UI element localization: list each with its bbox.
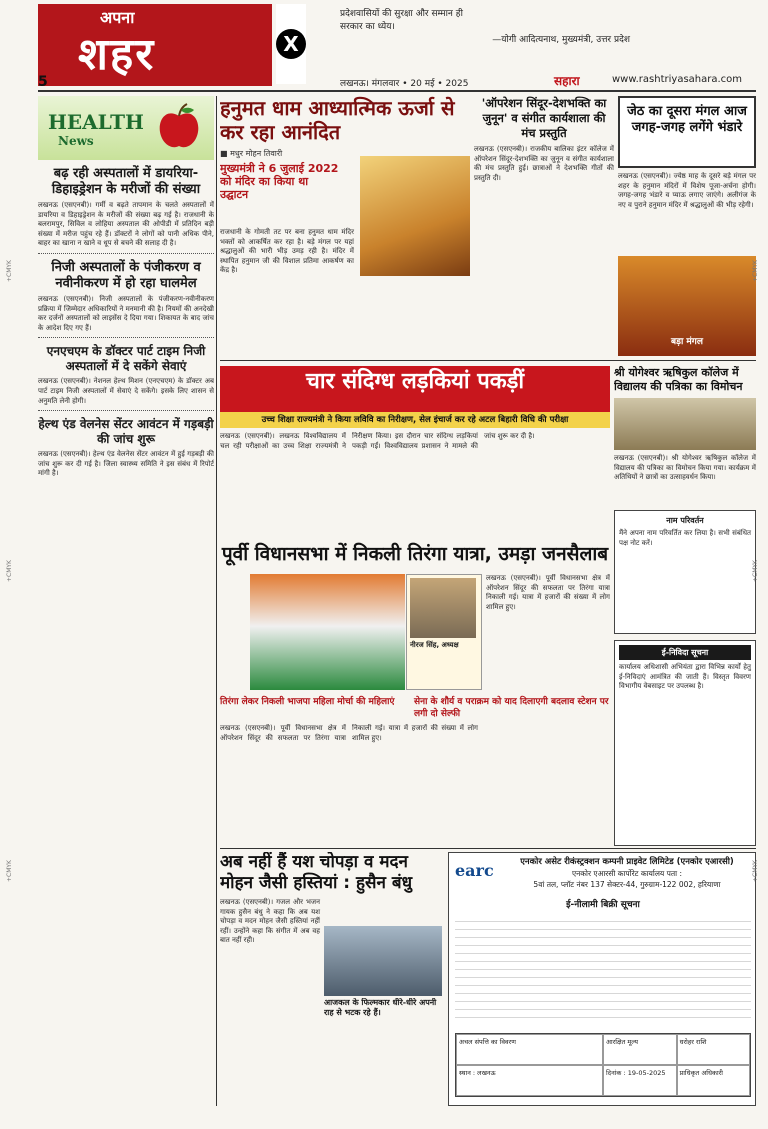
masthead xyxy=(38,4,272,86)
poorvi-body: लखनऊ (एसएनबी)। पूर्वी विधानसभा क्षेत्र में ऑपरेशन सिंदूर की सफलता पर तिरंगा यात्रा निकाली गई। यात्रा में हजारों की संख्या में लोग शामिल हुए। xyxy=(486,574,610,611)
divider xyxy=(38,410,214,411)
husain-photo xyxy=(324,926,442,996)
earc-title-text: एनकोर असेट रीकंस्ट्रक्शन कम्पनी प्राइवेट लिमिटेड (एनकोर एआरसी) xyxy=(520,857,734,867)
divider xyxy=(38,337,214,338)
hanuman-headline: हनुमत धाम आध्यात्मिक ऊर्जा से कर रहा आनंदित xyxy=(220,96,455,144)
cmyk-mark: +CMYK xyxy=(6,860,13,882)
column-rule xyxy=(216,96,217,1106)
poorvi-quote-box xyxy=(406,574,482,690)
cmyk-mark: +CMYK xyxy=(752,860,759,882)
earc-sub: एनकोर एआरसी कार्पोरेट कार्यालय पता : xyxy=(571,869,683,878)
hanuman-body: राजधानी के गोमती तट पर बना हनुमत धाम मंदिर भक्तों को आकर्षित कर रहा है। बड़े मंगल पर यहां श्रद्धालुओं की भारी भीड़ उमड़ रही है। मंदिर में स्थापित हनुमान जी की विशाल प्रतिमा आकर्षण का केंद्र है। xyxy=(220,228,354,275)
quote-portrait xyxy=(410,578,476,638)
poorvi-left xyxy=(220,574,248,690)
classifieds-title: नाम परिवर्तन xyxy=(666,516,704,525)
poorvi-subhead-2: सेना के शौर्य व पराक्रम को याद दिलाएगी बदलाव स्टेशन पर लगी दो सेल्फी xyxy=(414,697,609,719)
health-headline-3: एनएचएम के डॉक्टर पार्ट टाइम निजी अस्पतालों में दे सकेंगे सेवाएं xyxy=(46,344,206,374)
bada-mangal-label: बड़ा मंगल xyxy=(671,337,703,347)
health-headline-1: बढ़ रही अस्पतालों में डायरिया-डिहाइड्रेशन के मरीजों की संख्या xyxy=(51,166,201,197)
cmyk-mark: +CMYK xyxy=(6,260,13,282)
classifieds-box xyxy=(614,510,756,634)
cmyk-mark: +CMYK xyxy=(6,560,13,582)
hanuman-photo xyxy=(360,156,470,276)
classifieds-body: मैंने अपना नाम परिवर्तित कर लिया है। सभी संबंधित पक्ष नोट करें। xyxy=(619,529,751,547)
health-body-4: लखनऊ (एसएनबी)। हेल्थ एंड वेलनेस सेंटर आवंटन में हुई गड़बड़ी की जांच शुरू कर दी गई है। जिला स्वास्थ्य समिति ने इस संबंध में रिपोर्ट मांगी है। xyxy=(38,450,214,478)
earc-date: दिनांक : 19-05-2025 xyxy=(603,1065,677,1096)
sindoor-headline: 'ऑपरेशन सिंदूर-देशभक्ति का जुनून' व संगीत कार्यशाला की मंच प्रस्तुति xyxy=(481,96,607,140)
hanuman-byline: ■ मधुर मोहन तिवारी xyxy=(220,149,283,158)
quote-line-1: प्रदेशवासियों की सुरक्षा और सम्मान ही xyxy=(340,9,463,19)
cm-quote xyxy=(340,8,630,47)
earc-notice-body xyxy=(455,897,751,1047)
story-jeth xyxy=(618,172,756,252)
x-logo-box xyxy=(276,4,306,84)
masthead-big: शहर xyxy=(78,29,156,80)
health-body-2: लखनऊ (एसएनबी)। निजी अस्पतालों के पंजीकरण-नवीनीकरण प्रक्रिया में जिम्मेदार अधिकारियों ने मनमानी की है। नियमों की अनदेखी कर दर्जनों अस्पतालों को लाइसेंस दे दिया गया। शिकायत के बाद जांच के आदेश दिए गए हैं। xyxy=(38,294,214,332)
earc-auction-notice xyxy=(448,852,756,1106)
earc-signatory: प्राधिकृत अधिकारी xyxy=(677,1065,751,1096)
jeth-headline: जेठ का दूसरा मंगल आज जगह-जगह लगेंगे भंडारे xyxy=(627,104,747,135)
website-link[interactable]: www.rashtriyasahara.com xyxy=(612,74,743,85)
health-body-3: लखनऊ (एसएनबी)। नेशनल हेल्थ मिशन (एनएचएम) के डॉक्टर अब पार्ट टाइम निजी अस्पतालों में सेवाएं दे सकेंगे। इसके लिए शासन से अनुमति लेनी होगी। xyxy=(38,377,214,405)
cmyk-mark: +CMYK xyxy=(752,560,759,582)
x-logo-icon: X xyxy=(276,29,306,59)
poorvi-subhead-1: तिरंगा लेकर निकली भाजपा महिला मोर्चा की महिलाएं xyxy=(220,697,395,707)
divider xyxy=(38,253,214,254)
chaar-body: लखनऊ (एसएनबी)। लखनऊ विश्वविद्यालय में चल रही परीक्षाओं का उच्च शिक्षा राज्यमंत्री ने निरीक्षण किया। इस दौरान चार संदिग्ध लड़कियां पकड़ी गईं। विश्वविद्यालय प्रशासन ने मामले की जांच शुरू कर दी है। xyxy=(220,432,535,450)
dateline: लखनऊ। मंगलवार • 20 मई • 2025 xyxy=(340,79,469,89)
cmyk-mark: +CMYK xyxy=(752,260,759,282)
yogeshwar-body: लखनऊ (एसएनबी)। श्री योगेश्वर ऋषिकुल कॉलेज में विद्यालय की पत्रिका का विमोचन किया गया। कार्यक्रम में अतिथियों ने छात्रों का उत्साहवर्धन किया। xyxy=(614,454,756,482)
tender-body: कार्यालय अधिशासी अभियंता द्वारा विभिन्न कार्यों हेतु ई-निविदाएं आमंत्रित की जाती हैं। विस्तृत विवरण विभागीय वेबसाइट पर उपलब्ध है। xyxy=(619,663,751,691)
poorvi-body-2: लखनऊ (एसएनबी)। पूर्वी विधानसभा क्षेत्र में ऑपरेशन सिंदूर की सफलता पर तिरंगा यात्रा निकाली गई। यात्रा में हजारों की संख्या में लोग शामिल हुए। xyxy=(220,724,478,742)
health-column xyxy=(38,96,214,1106)
earc-place: स्थान : लखनऊ xyxy=(456,1065,603,1096)
header-rule xyxy=(38,90,756,92)
husain-headline: अब नहीं हैं यश चोपड़ा व मदन मोहन जैसी हस्तियां : हुसैन बंधु xyxy=(220,852,413,893)
earc-col-1: अचल संपत्ति का विवरण xyxy=(456,1034,603,1065)
health-subtitle: News xyxy=(58,134,94,148)
poorvi-more xyxy=(220,724,610,844)
masthead-small: अपना xyxy=(100,8,135,27)
chaar-headline: चार संदिग्ध लड़कियां पकड़ीं xyxy=(305,369,525,394)
apple-icon xyxy=(156,102,202,152)
tender-title: ई-निविदा सूचना xyxy=(619,645,751,660)
tender-box xyxy=(614,640,756,846)
earc-col-3: धरोहर राशि xyxy=(677,1034,751,1065)
health-headline-4: हेल्थ एंड वेलनेस सेंटर आवंटन में गड़बड़ी की जांच शुरू xyxy=(38,417,214,447)
poorvi-right xyxy=(486,574,610,690)
quote-line-3: —योगी आदित्यनाथ, मुख्यमंत्री, उत्तर प्रदेश xyxy=(492,35,630,45)
chaar-headline-band xyxy=(220,366,610,412)
hanuman-callout: मुख्यमंत्री ने 6 जुलाई 2022 को मंदिर का किया था उद्घाटन xyxy=(220,162,339,201)
poorvi-headline: पूर्वी विधानसभा में निकली तिरंगा यात्रा, उमड़ा जनसैलाब xyxy=(221,543,609,565)
yogeshwar-headline: श्री योगेश्वर ऋषिकुल कॉलेज में विद्यालय की पत्रिका का विमोचन xyxy=(614,366,743,393)
brand-name: सहारा xyxy=(554,74,580,88)
health-banner xyxy=(38,96,214,160)
tiranga-yatra-photo xyxy=(250,574,405,690)
chaar-subheadline: उच्च शिक्षा राज्यमंत्री ने किया लविवि का निरीक्षण, सेल इंचार्ज कर रहे अटल बिहारी विधि की परीक्षा xyxy=(220,412,610,428)
yogeshwar-photo xyxy=(614,398,756,450)
quote-line-2: सरकार का ध्येय। xyxy=(340,22,395,32)
story-hanuman-dham xyxy=(220,96,470,286)
earc-col-2: आरक्षित मूल्य xyxy=(603,1034,677,1065)
story-sindoor xyxy=(474,96,614,306)
story-yogeshwar xyxy=(614,366,756,483)
story-chaar xyxy=(220,432,610,536)
earc-address: 5वां तल, प्लॉट नंबर 137 सेक्टर-44, गुरुग्राम-122 002, हरियाणा xyxy=(533,880,721,889)
bada-mangal-photo xyxy=(618,256,756,356)
husain-caption: आजकल के फिल्मकार धीरे-धीरे अपनी राह से भटक रहे हैं। xyxy=(324,998,437,1017)
poorvi-headline-box xyxy=(220,540,610,570)
husain-body: लखनऊ (एसएनबी)। गजल और भजन गायक हुसैन बंधु ने कहा कि अब यश चोपड़ा व मदन मोहन जैसी हस्तियां नहीं रहीं। उन्होंने कहा कि संगीत में अब वह बात नहीं रही। xyxy=(220,898,320,945)
quote-name: नीरज सिंह, अध्यक्ष xyxy=(410,641,459,649)
earc-notice-title: ई-नीलामी बिक्री सूचना xyxy=(566,900,640,910)
earc-notice-text xyxy=(455,914,751,1024)
page-number: 5 xyxy=(38,74,48,90)
row-rule xyxy=(220,360,756,361)
jeth-body: लखनऊ (एसएनबी)। ज्येष्ठ माह के दूसरे बड़े मंगल पर शहर के हनुमान मंदिरों में विशेष पूजा-अर्चना होगी। जगह-जगह भंडारे व प्याऊ लगाए जाएंगे। अलीगंज के नए व पुराने हनुमान मंदिर में श्रद्धालुओं की भीड़ रहेगी। xyxy=(618,172,756,209)
row-rule xyxy=(220,848,756,849)
earc-logo: earc xyxy=(455,861,494,880)
sindoor-body: लखनऊ (एसएनबी)। राजकीय बालिका इंटर कॉलेज में ऑपरेशन सिंदूर-देशभक्ति का जुनून व संगीत कार्यशाला की मंच प्रस्तुति हुई। छात्राओं ने देशभक्ति गीतों की प्रस्तुति दी। xyxy=(474,145,614,182)
earc-title xyxy=(501,857,753,890)
health-body-1: लखनऊ (एसएनबी)। गर्मी व बढ़ते तापमान के चलते अस्पतालों में डायरिया व डिहाइड्रेशन के मरीजों की संख्या बढ़ गई है। राजधानी के बलरामपुर, सिविल व लोहिया अस्पताल की ओपीडी में प्रतिदिन बड़ी संख्या में मरीज पहुंच रहे हैं। डॉक्टरों ने लोगों को पानी अधिक पीने, बाहर का खाना न खाने व धूप से बचने की सलाह दी है। xyxy=(38,201,214,248)
jeth-headline-box xyxy=(618,96,756,168)
health-title: HEALTH xyxy=(48,110,144,134)
health-headline-2: निजी अस्पतालों के पंजीकरण व नवीनीकरण में हो रहा घालमेल xyxy=(51,259,201,291)
earc-table xyxy=(455,1033,751,1097)
